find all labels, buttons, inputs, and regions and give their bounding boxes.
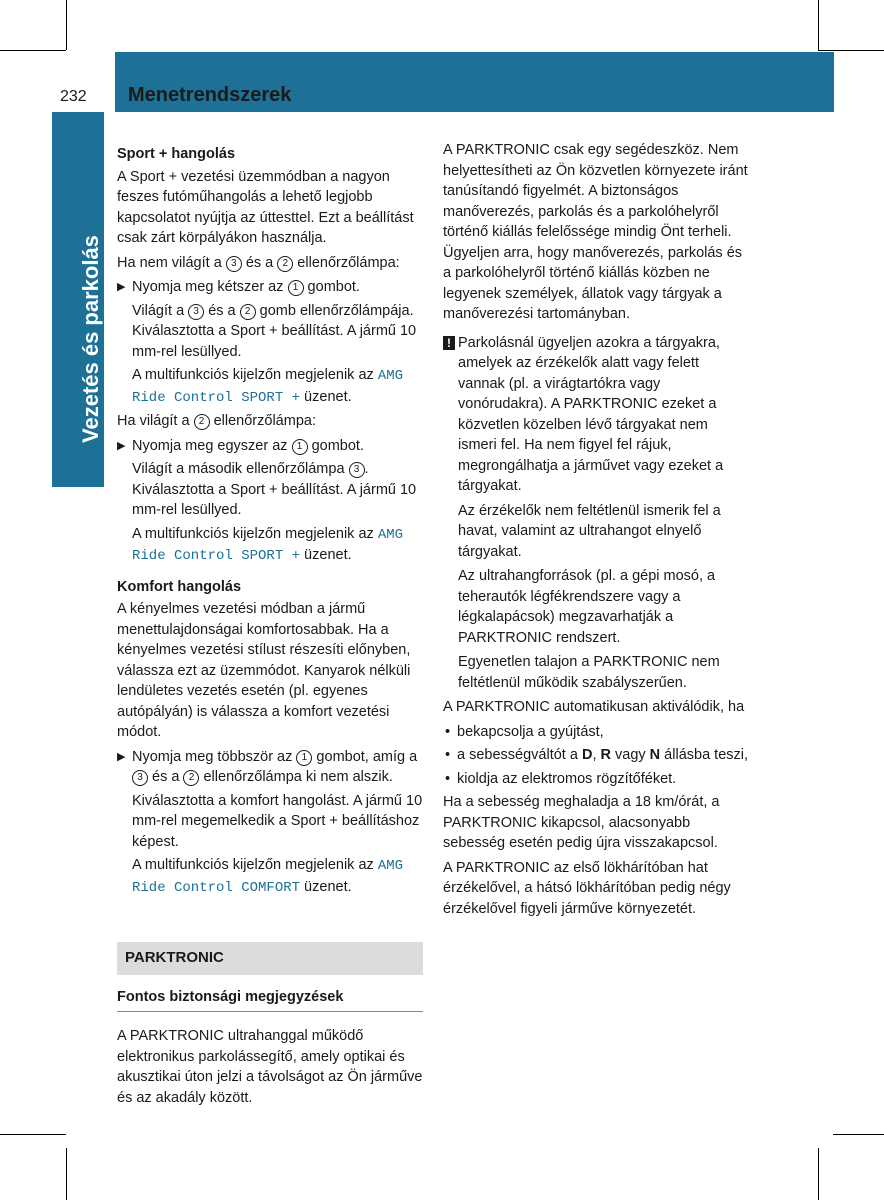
arrow-right-icon: ▶ <box>117 750 126 763</box>
step-message: A multifunkciós kijelzőn megjelenik az AMG Ride Control SPORT + üzenet. <box>132 525 404 564</box>
paragraph: A Sport + vezetési üzemmódban a nagyon feszes futóműhangolás a lehető legjobb kapcsolatot nyújtja az úttesttel. Ezt a beállítást csak zárt körpályákon használja. <box>117 168 414 246</box>
warning-icon: ! <box>443 336 455 350</box>
paragraph: A PARKTRONIC ultrahanggal működő elektronikus parkolássegítő, amely optikai és akusztikai úton jelzi a távolságot az Ön járműve és az akadály között. <box>117 1028 423 1106</box>
step-detail: Kiválasztotta a komfort hangolást. A jármű 10 mm-rel megemelkedik a Sport + beállításhoz képest. <box>132 792 423 850</box>
circled-1-icon: 1 <box>296 750 312 766</box>
circled-2-icon: 2 <box>183 770 199 786</box>
paragraph: A PARKTRONIC csak egy segédeszköz. Nem helyettesítheti az Ön közvetlen környezete iránt tanúsítandó figyelmét. A biztonságos manőverezés, parkolás és a parkolóhelyről történő kiállás felelőssége mindig Önt terheli. Ügyeljen arra, hogy manőverezés, parkolás és a parkolóhelyről történő kiállás közben ne legyenek személyek, állatok vagy tárgyak a manőverezési tartományban. <box>443 142 748 322</box>
crop-mark <box>833 1134 884 1135</box>
paragraph: Ha nem világít a 3 és a 2 ellenőrzőlámpa: <box>117 254 400 271</box>
paragraph: A kényelmes vezetési módban a jármű menettulajdonságai komfortosabbak. Ha a kényelmes vezetési stílust részesíti előnyben, válassza ezt az üzemmódot. Kanyarok nélküli lendületes vezetés esetén (pl. egyenes autópályán) is válassza a komfort vezetési módot. <box>117 601 411 740</box>
paragraph: A PARKTRONIC az első lökhárítóban hat érzékelővel, a hátsó lökhárítóban pedig négy érzékelővel figyeli járműve környezetét. <box>443 859 731 917</box>
crop-mark <box>818 0 819 50</box>
crop-mark <box>0 1134 66 1135</box>
step: ▶ Nyomja meg többször az 1 gombot, amíg a 3 és a 2 ellenőrzőlámpa ki nem alszik. <box>117 748 418 785</box>
page-number: 232 <box>60 88 87 105</box>
circled-3-icon: 3 <box>349 462 365 478</box>
step: ▶ Nyomja meg egyszer az 1 gombot. <box>117 436 423 457</box>
heading-sport-plus: Sport + hangolás <box>117 146 236 162</box>
display-message: AMG Ride Control SPORT + <box>132 526 404 564</box>
section-title-parktronic: PARKTRONIC <box>117 942 423 975</box>
display-message: AMG Ride Control SPORT + <box>132 368 404 406</box>
heading-komfort: Komfort hangolás <box>117 578 242 595</box>
crop-mark <box>818 50 884 51</box>
heading-safety: Fontos biztonsági megjegyzések <box>117 987 423 1013</box>
crop-mark <box>818 1148 819 1200</box>
paragraph: Ha a sebesség meghaladja a 18 km/órát, a PARKTRONIC kikapcsol, alacsonyabb sebesség esetén pedig újra visszakapcsol. <box>443 794 720 851</box>
step-detail: Világít a második ellenőrzőlámpa 3 . Kiválasztotta a Sport + beállítást. A jármű 10 mm-rel lesüllyed. <box>132 461 417 518</box>
circled-2-icon: 2 <box>277 256 293 272</box>
step-message: A multifunkciós kijelzőn megjelenik az AMG Ride Control SPORT + üzenet. <box>132 367 404 406</box>
page-title: Menetrendszerek <box>128 84 292 106</box>
side-tab-label: Vezetés és parkolás <box>78 235 103 443</box>
circled-2-icon: 2 <box>240 304 256 320</box>
circled-3-icon: 3 <box>188 304 204 320</box>
warning-detail: Az érzékelők nem feltétlenül ismerik fel a havat, valamint az ultrahangot elnyelő tárgyakat. <box>458 502 721 560</box>
step: ▶ Nyomja meg kétszer az 1 gombot. <box>117 277 423 298</box>
right-column <box>443 140 749 923</box>
warning-detail: Az ultrahangforrások (pl. a gépi mosó, a teherautók légfékrendszere vagy a légkalapácsok) megzavarhatják a PARKTRONIC rendszert. <box>458 568 716 646</box>
display-message: AMG Ride Control COMFORT <box>132 858 404 896</box>
crop-mark <box>66 0 67 50</box>
circled-1-icon: 1 <box>288 280 304 296</box>
step-message: A multifunkciós kijelzőn megjelenik az AMG Ride Control COMFORT üzenet. <box>132 857 404 896</box>
circled-3-icon: 3 <box>132 770 148 786</box>
circled-1-icon: 1 <box>292 439 308 455</box>
warning-detail: Egyenetlen talajon a PARKTRONIC nem feltétlenül működik szabályszerűen. <box>458 654 720 691</box>
crop-mark <box>0 50 66 51</box>
warning-note: ! Parkolásnál ügyeljen azokra a tárgyakra, amelyek az érzékelők alatt vagy felett vannak (pl. a virágtartókra vagy vonórudakra). A PARKTRONIC ezeket a közvetlen közelben lévő tárgyakat nem ismeri fel. Ha nem figyel fel rájuk, megrongálhatja a járművet vagy ezeket a tárgyakat. <box>443 333 749 497</box>
paragraph: Ha világít a 2 ellenőrzőlámpa: <box>117 413 316 429</box>
arrow-right-icon: ▶ <box>117 439 126 452</box>
step-detail: Világít a 3 és a 2 gomb ellenőrzőlámpája. Kiválasztotta a Sport + beállítást. A jármű 10 mm-rel lesüllyed. <box>132 302 417 360</box>
list-item: • bekapcsolja a gyújtást, <box>445 723 604 740</box>
left-column <box>117 140 423 1112</box>
circled-3-icon: 3 <box>226 256 242 272</box>
arrow-right-icon: ▶ <box>117 281 126 293</box>
list-item: • kioldja az elektromos rögzítőféket. <box>445 770 677 787</box>
paragraph: A PARKTRONIC automatikusan aktiválódik, ha <box>443 699 745 715</box>
crop-mark <box>66 1148 67 1200</box>
list-item: • a sebességváltót a D, R vagy N állásba teszi, <box>445 747 749 763</box>
circled-2-icon: 2 <box>194 414 210 430</box>
side-tab-lower <box>52 440 104 487</box>
